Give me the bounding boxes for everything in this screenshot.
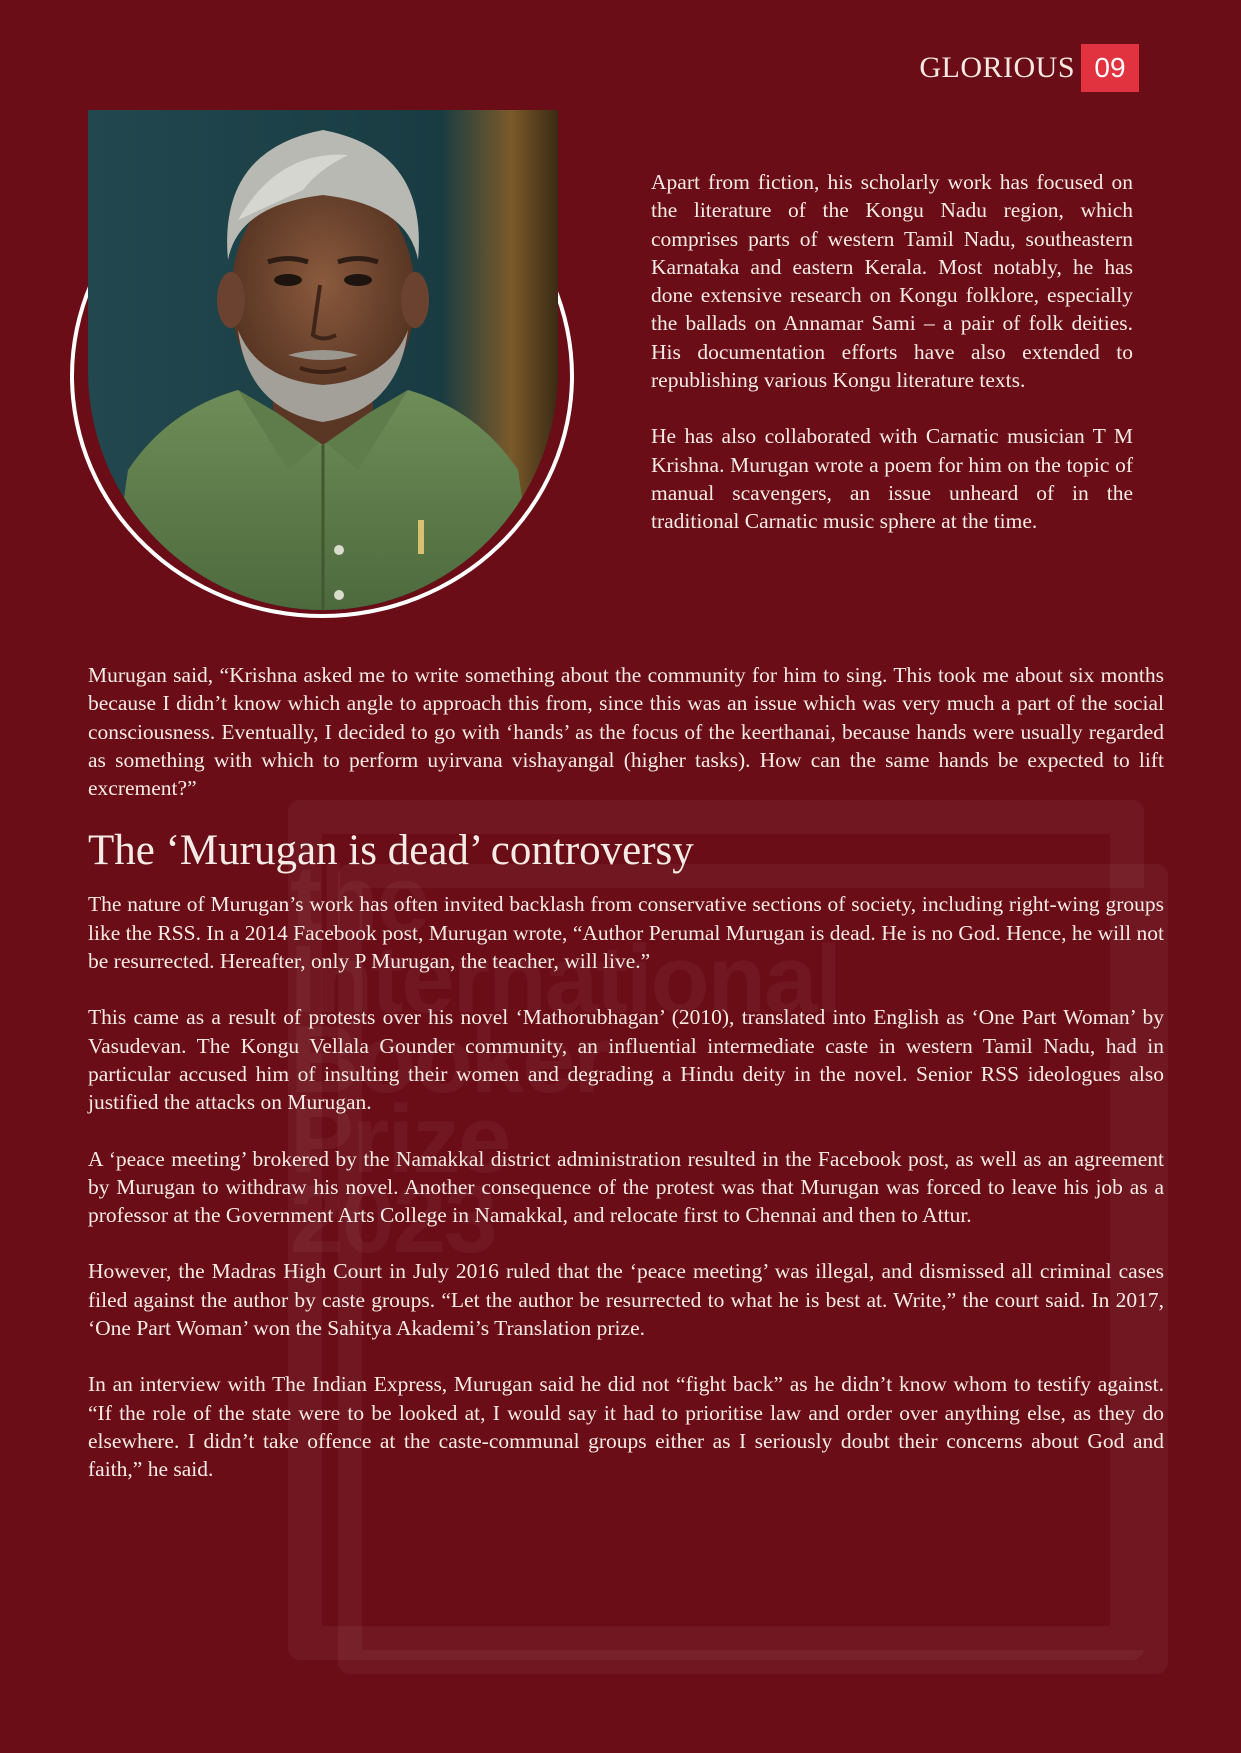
article-paragraph: In an interview with The Indian Express, Murugan said he did not “fight back” as he didn’t know whom to testify against. “If the role of the state were to be looked at, I would say it had to prioritise law and order over anything else, as they do elsewhere. I didn’t take offence at the caste-communal groups either as I seriously doubt their concerns about God and faith,” he said. [88, 1372, 1164, 1482]
article-paragraph: This came as a result of protests over his novel ‘Mathorubhagan’ (2010), translated into English as ‘One Part Woman’ by Vasudevan. The Kongu Vellala Gounder community, an influential intermediate caste in western Tamil Nadu, had in particular accused him of insulting their women and degrading a Hindu deity in the novel. Senior RSS ideologues also justified the attacks on Murugan. [88, 1005, 1164, 1115]
section-heading: The ‘Murugan is dead’ controversy [88, 827, 694, 875]
author-portrait [88, 110, 558, 610]
page-number: 09 [1081, 44, 1139, 92]
sidebar-paragraph: He has also collaborated with Carnatic musician T M Krishna. Murugan wrote a poem for him on the topic of manual scavengers, an issue unheard of in the traditional Carnatic music sphere at the time. [651, 424, 1133, 534]
article-body [88, 661, 1164, 1512]
article-paragraph: The nature of Murugan’s work has often invited backlash from conservative sections of society, including right-wing groups like the RSS. In a 2014 Facebook post, Murugan wrote, “Author Perumal Murugan is dead. He is no God. Hence, he will not be resurrected. Hereafter, only P Murugan, the teacher, will live.” [88, 892, 1164, 974]
sidebar-paragraph: Apart from fiction, his scholarly work has focused on the literature of the Kongu Nadu region, which comprises parts of western Tamil Nadu, southeastern Karnataka and eastern Kerala. Most notably, he has done extensive research on Kongu folklore, especially the ballads on Annamar Sami – a pair of folk deities. His documentation efforts have also extended to republishing various Kongu literature texts. [651, 170, 1133, 393]
intro-paragraph: Murugan said, “Krishna asked me to write something about the community for him to sing. This took me about six months because I didn’t know which angle to approach this from, since this was an issue which was very much a part of the social consciousness. Eventually, I decided to go with ‘hands’ as the focus of the keerthanai, because hands were usually regarded as something with which to perform uyirvana vishayangal (higher tasks). How can the same hands be expected to lift excrement?” [88, 663, 1164, 801]
portrait-illustration [88, 110, 558, 610]
article-paragraph: A ‘peace meeting’ brokered by the Namakkal district administration resulted in the Facebook post, as well as an agreement by Murugan to withdraw his novel. Another consequence of the protest was that Murugan was forced to leave his job as a professor at the Government Arts College in Namakkal, and relocate first to Chennai and then to Attur. [88, 1146, 1164, 1228]
masthead [919, 44, 1139, 92]
brand-logo: GLORIOUS [919, 51, 1075, 84]
article-paragraph: However, the Madras High Court in July 2016 ruled that the ‘peace meeting’ was illegal, and dismissed all criminal cases filed against the author by caste groups. “Let the author be resurrected to what he is best at. Write,” the court said. In 2017, ‘One Part Woman’ won the Sahitya Akademi’s Translation prize. [88, 1259, 1164, 1341]
sidebar-text [651, 168, 1133, 564]
